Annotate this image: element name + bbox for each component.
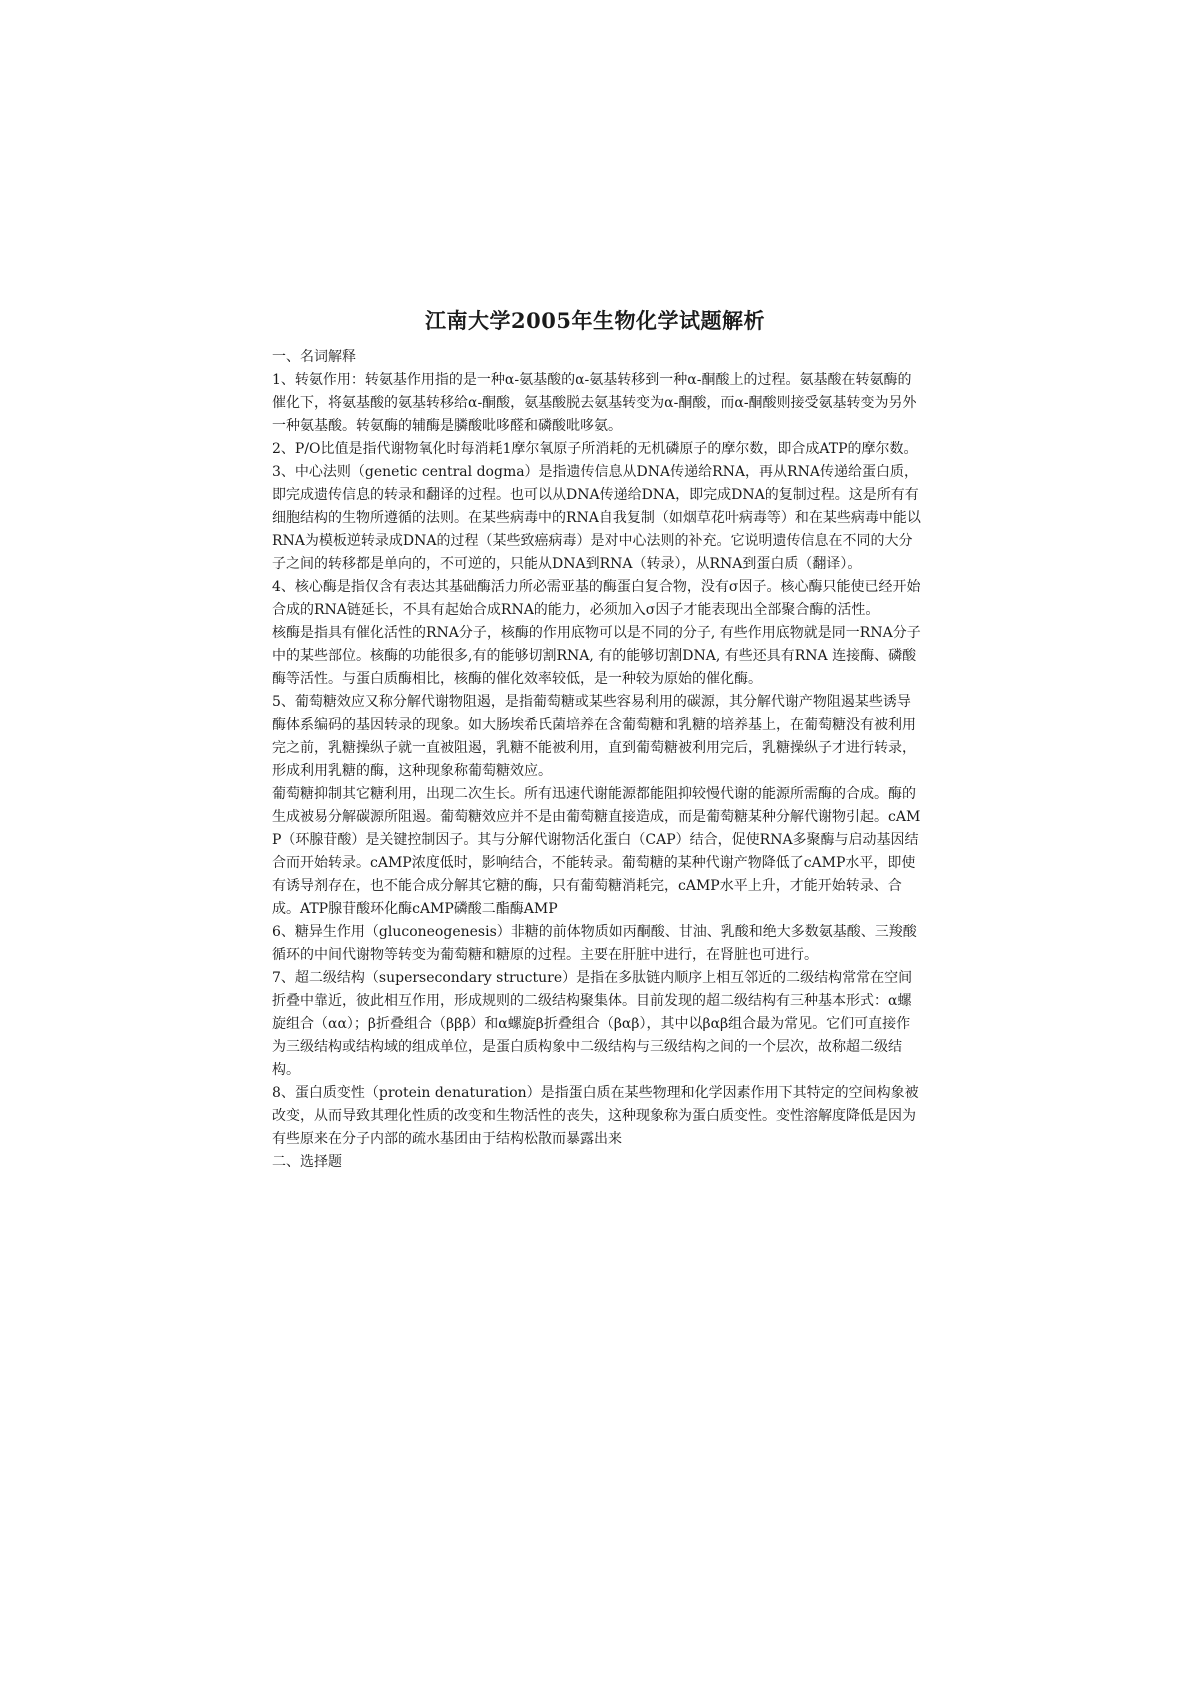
paragraph-transamination: 1、转氨作用：转氨基作用指的是一种α-氨基酸的α-氨基转移到一种α-酮酸上的过程。氨基酸在转氨酶的催化下，将氨基酸的氨基转移给α-酮酸，氨基酸脱去氨基转变为α-酮酸，而α-酮酸则接受氨基转变为另外一种氨基酸。转氨酶的辅酶是膦酸吡哆醛和磷酸吡哆氨。: [272, 372, 917, 434]
paragraph-po-ratio: 2、P/O比值是指代谢物氧化时每消耗1摩尔氧原子所消耗的无机磷原子的摩尔数，即合成ATP的摩尔数。: [272, 441, 918, 457]
section-heading-definitions: 一、名词解释: [272, 349, 356, 365]
document-title: 江南大学2005年生物化学试题解析: [425, 308, 765, 333]
section-heading-choice-questions: 二、选择题: [272, 1154, 342, 1170]
paragraph-glucose-effect: 5、葡萄糖效应又称分解代谢物阻遏，是指葡萄糖或某些容易利用的碳源，其分解代谢产物阻遏某些诱导酶体系编码的基因转录的现象。如大肠埃希氏菌培养在含葡萄糖和乳糖的培养基上，在葡萄糖没有被利用完之前，乳糖操纵子就一直被阻遏，乳糖不能被利用，直到葡萄糖被利用完后，乳糖操纵子才进行转录，形成利用乳糖的酶，这种现象称葡萄糖效应。: [272, 694, 916, 779]
paragraph-core-enzyme: 4、核心酶是指仅含有表达其基础酶活力所必需亚基的酶蛋白复合物，没有σ因子。核心酶只能使已经开始合成的RNA链延长，不具有起始合成RNA的能力，必须加入σ因子才能表现出全部聚合酶的活性。: [272, 579, 921, 618]
paragraph-central-dogma: 3、中心法则（genetic central dogma）是指遗传信息从DNA传递给RNA，再从RNA传递给蛋白质，即完成遗传信息的转录和翻译的过程。也可以从DNA传递给DNA，即完成DNA的复制过程。这是所有有细胞结构的生物所遵循的法则。在某些病毒中的RNA自我复制（如烟草花叶病毒等）和在某些病毒中能以RNA为模板逆转录成DNA的过程（某些致癌病毒）是对中心法则的补充。它说明遗传信息在不同的大分子之间的转移都是单向的，不可逆的，只能从DNA到RNA（转录），从RNA到蛋白质（翻译）。: [272, 464, 921, 572]
paragraph-supersecondary-structure: 7、超二级结构（supersecondary structure）是指在多肽链内顺序上相互邻近的二级结构常常在空间折叠中靠近，彼此相互作用，形成规则的二级结构聚集体。目前发现的超二级结构有三种基本形式：α螺旋组合（αα）；β折叠组合（βββ）和α螺旋β折叠组合（βαβ），其中以βαβ组合最为常见。它们可直接作为三级结构或结构域的组成单位，是蛋白质构象中二级结构与三级结构之间的一个层次，故称超二级结构。: [272, 970, 913, 1078]
document-body: [272, 346, 922, 1174]
paragraph-ribozyme: 核酶是指具有催化活性的RNA分子，核酶的作用底物可以是不同的分子, 有些作用底物就是同一RNA分子中的某些部位。核酶的功能很多,有的能够切割RNA, 有的能够切割DNA, 有些还具有RNA 连接酶、磷酸酶等活性。与蛋白质酶相比，核酶的催化效率较低，是一种较为原始的催化酶。: [272, 625, 921, 687]
paragraph-protein-denaturation: 8、蛋白质变性（protein denaturation）是指蛋白质在某些物理和化学因素作用下其特定的空间构象被改变，从而导致其理化性质的改变和生物活性的丧失，这种现象称为蛋白质变性。变性溶解度降低是因为有些原来在分子内部的疏水基团由于结构松散而暴露出来: [272, 1085, 919, 1147]
paragraph-glucose-effect-detail: 葡萄糖抑制其它糖利用，出现二次生长。所有迅速代谢能源都能阻抑较慢代谢的能源所需酶的合成。酶的生成被易分解碳源所阻遏。葡萄糖效应并不是由葡萄糖直接造成，而是葡萄糖某种分解代谢物引起。cAMP（环腺苷酸）是关键控制因子。其与分解代谢物活化蛋白（CAP）结合，促使RNA多聚酶与启动基因结合而开始转录。cAMP浓度低时，影响结合，不能转录。葡萄糖的某种代谢产物降低了cAMP水平，即使有诱导剂存在，也不能合成分解其它糖的酶，只有葡萄糖消耗完，cAMP水平上升，才能开始转录、合成。ATP腺苷酸环化酶cAMP磷酸二酯酶AMP: [272, 786, 921, 917]
paragraph-gluconeogenesis: 6、糖异生作用（gluconeogenesis）非糖的前体物质如丙酮酸、甘油、乳酸和绝大多数氨基酸、三羧酸循环的中间代谢物等转变为葡萄糖和糖原的过程。主要在肝脏中进行，在肾脏也可进行。: [272, 924, 917, 963]
